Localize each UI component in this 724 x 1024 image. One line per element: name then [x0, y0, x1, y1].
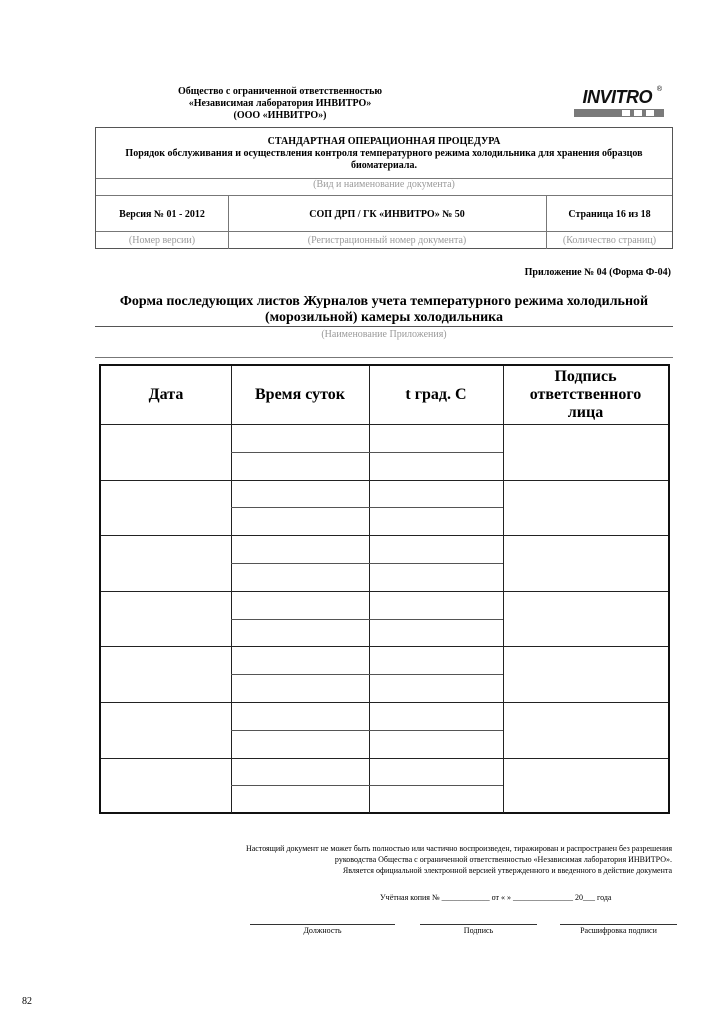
- doc-type-label: (Вид и наименование документа): [313, 179, 455, 190]
- org-name-line2: «Независимая лаборатория ИНВИТРО»: [188, 98, 372, 109]
- pages-label: (Количество страниц): [562, 235, 657, 246]
- org-name-line3: (ООО «ИНВИТРО»): [233, 110, 327, 121]
- invitro-logo: [560, 84, 670, 124]
- position-label: Должность: [303, 926, 342, 935]
- row-group-divider: [101, 591, 668, 592]
- row-group-divider: [101, 535, 668, 536]
- divider: [96, 195, 672, 196]
- logo-text: INVITRO: [582, 87, 652, 107]
- row-group-divider: [101, 480, 668, 481]
- doc-title: Порядок обслуживания и осуществления контроля температурного режима холодильника для хранения образцов биоматериала.: [125, 148, 643, 171]
- account-copy-line: Учётная копия № ____________ от « » _______________ 20___ года: [380, 893, 612, 902]
- column-header-date: Дата: [148, 386, 184, 403]
- logo-square: [646, 110, 654, 116]
- position-signature-line: [250, 924, 395, 925]
- appendix-title-line2: (морозильной) камеры холодильника: [265, 310, 503, 325]
- appendix-title: [95, 294, 673, 326]
- legal-notice-line1: Настоящий документ не может быть полностью или частично воспроизведен, тиражирован и распространен без разрешения: [245, 844, 672, 853]
- sub-row-divider: [231, 563, 503, 564]
- column-divider: [369, 366, 370, 813]
- row-group-divider: [101, 758, 668, 759]
- appendix-ref: Приложение № 04 (Форма Ф-04): [524, 267, 671, 278]
- page-value: Страница 16 из 18: [568, 209, 651, 220]
- document-header-table: [95, 127, 673, 249]
- decode-signature-label: Расшифровка подписи: [580, 926, 657, 935]
- sub-row-divider: [231, 619, 503, 620]
- column-divider: [503, 366, 504, 813]
- doc-type: СТАНДАРТНАЯ ОПЕРАЦИОННАЯ ПРОЦЕДУРА: [267, 136, 501, 147]
- sub-row-divider: [231, 674, 503, 675]
- signature-label: Подпись: [463, 926, 494, 935]
- separator-line: [95, 357, 673, 358]
- temperature-log-table: [99, 364, 670, 814]
- legal-notice-line2: руководства Общества с ограниченной ответственностью «Независимая лаборатория ИНВИТРО».: [334, 855, 672, 864]
- divider: [96, 231, 672, 232]
- logo-square: [634, 110, 642, 116]
- version-label: (Номер версии): [128, 235, 196, 246]
- decode-signature-line: [560, 924, 677, 925]
- reg-number-value: СОП ДРП / ГК «ИНВИТРО» № 50: [309, 209, 465, 220]
- sub-row-divider: [231, 507, 503, 508]
- title-underline: [95, 326, 673, 327]
- sub-row-divider: [231, 452, 503, 453]
- row-group-divider: [101, 702, 668, 703]
- version-value: Версия № 01 - 2012: [119, 209, 205, 220]
- signature-line: [420, 924, 537, 925]
- sub-row-divider: [231, 730, 503, 731]
- column-header-time: Время суток: [255, 386, 345, 403]
- legal-notice-line3: Является официальной электронной версией утвержденного и введенного в действие документа: [342, 866, 672, 875]
- column-divider: [231, 366, 232, 813]
- appendix-title-line1: Форма последующих листов Журналов учета температурного режима холодильной: [119, 294, 649, 309]
- legal-notice: [140, 843, 672, 876]
- org-name-line1: Общество с ограниченной ответственностью: [177, 86, 383, 97]
- header-divider: [101, 424, 668, 425]
- row-group-divider: [101, 646, 668, 647]
- page-number: 82: [22, 996, 32, 1007]
- logo-registered-mark: ®: [656, 86, 662, 93]
- reg-number-label: (Регистрационный номер документа): [307, 235, 467, 246]
- appendix-name-label: (Наименование Приложения): [321, 329, 447, 340]
- column-header-signature: Подпись ответственного лица: [529, 368, 642, 421]
- column-header-temperature: t град. С: [405, 386, 467, 403]
- sub-row-divider: [231, 785, 503, 786]
- organization-block: [120, 86, 440, 122]
- logo-square: [622, 110, 630, 116]
